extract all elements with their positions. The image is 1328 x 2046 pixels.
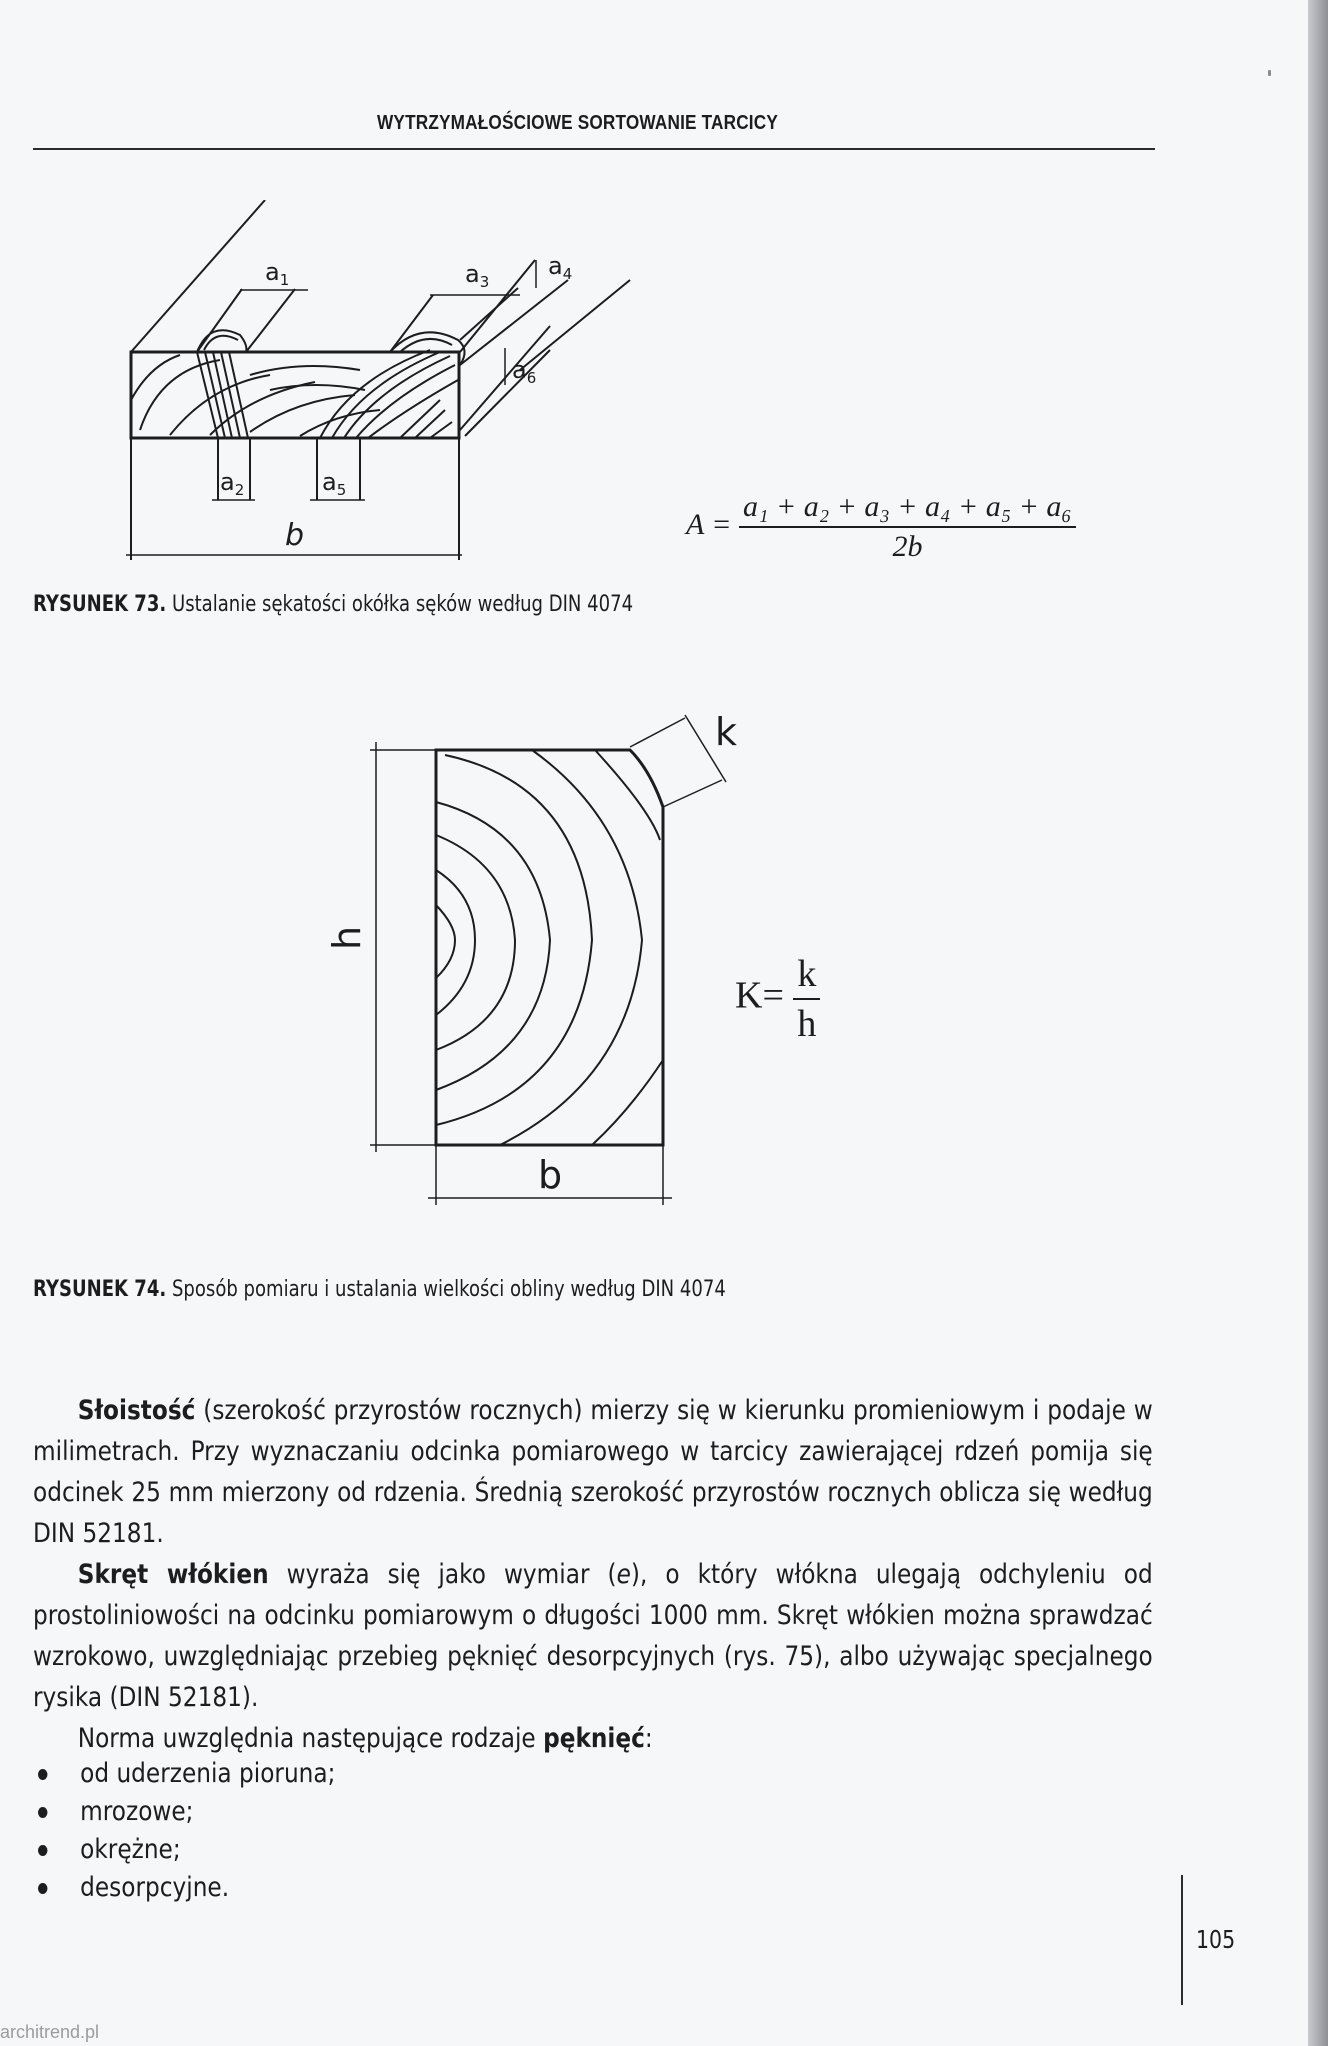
page-number: 105 (1196, 1925, 1236, 1954)
figure-74-caption (33, 1277, 726, 1302)
crack-types-list (38, 1755, 384, 1907)
caption-label: RYSUNEK 74. (33, 1277, 167, 1302)
formula-fraction (793, 952, 820, 1046)
formula-knot-ratio (686, 490, 1076, 564)
bullet-icon (38, 1807, 47, 1818)
paragraph-skret-wlokien: Skręt włókien wyraża się jako wymiar (e), o który włókna ulegają odchyleniu od prostoliniowości na odcinku pomiarowym o długości 1000 mm. Skręt włókien można sprawdzać wzrokowo, uwzględniając przebieg pęknięć desorpcyjnych (rys. 75), albo używając specjalnego rysika (DIN 52181). (33, 1559, 1153, 1713)
caption-text: Ustalanie sękatości okółka sęków według DIN 4074 (166, 592, 634, 617)
caption-label: RYSUNEK 73. (33, 592, 167, 617)
bullet-icon (38, 1769, 47, 1780)
label-a6: $a_6$ (512, 356, 537, 387)
list-item: od uderzenia pioruna; (38, 1755, 335, 1793)
bullet-icon (38, 1845, 47, 1856)
formula-lhs: K= (735, 974, 784, 1017)
formula-numerator: a₁ + a₂ + a₃ + a₄ + a₅ + a₆ (739, 490, 1076, 528)
list-item: okrężne; (38, 1831, 335, 1869)
formula-denominator: 2b (892, 530, 923, 563)
label-h: h (325, 925, 369, 950)
board-face (131, 352, 459, 438)
label-b: b (538, 1153, 563, 1197)
bullet-icon (38, 1883, 47, 1894)
paragraph-slojstosc: Słoistość (szerokość przyrostów rocznych) mierzy się w kierunku promieniowym i podaje w milimetrach. Przy wyznaczaniu odcinka pomiarowego w tarcicy zawierającej rdzeń pomija się odcinek 25 mm mierzony od rdzenia. Średnią szerokość przyrostów rocznych oblicza się według DIN 52181. (33, 1395, 1153, 1549)
list-item: desorpcyjne. (38, 1869, 335, 1907)
caption-text: Sposób pomiaru i ustalania wielkości obliny według DIN 4074 (166, 1277, 726, 1302)
label-b: b (285, 518, 305, 553)
label-a5: $a_5$ (322, 468, 347, 499)
label-a4: $a_4$ (548, 252, 573, 283)
term-bold: Słoistość (77, 1395, 196, 1426)
running-head: WYTRZYMAŁOŚCIOWE SORTOWANIE TARCICY (377, 112, 778, 134)
body-text (33, 1390, 1153, 1759)
scan-speck (1268, 70, 1271, 76)
formula-wane-ratio (735, 952, 820, 1046)
term-bold: pęknięć (543, 1723, 645, 1754)
formula-denominator: h (797, 1003, 817, 1045)
label-a2: $a_2$ (220, 468, 245, 499)
term-bold: Skręt włókien (77, 1559, 269, 1590)
page-number-rule (1181, 1875, 1183, 2005)
list-item: mrozowe; (38, 1793, 335, 1831)
formula-numerator: k (793, 952, 820, 1000)
page-spine-shadow (1308, 0, 1328, 2046)
board-edge-top (131, 200, 265, 352)
label-a1: $a_1$ (265, 258, 290, 289)
figure-74-wane-diagram (320, 700, 780, 1260)
watermark: architrend.pl (0, 2022, 100, 2042)
figure-73-knot-diagram (100, 200, 700, 580)
label-k: k (715, 710, 738, 754)
formula-lhs: A = (686, 507, 732, 541)
formula-fraction (739, 490, 1076, 564)
label-a3: $a_3$ (465, 260, 490, 291)
paragraph-pekniecia: Norma uwzględnia następujące rodzaje pęknięć: (77, 1723, 653, 1754)
figure-73-caption (33, 592, 633, 617)
header-rule (33, 148, 1155, 150)
